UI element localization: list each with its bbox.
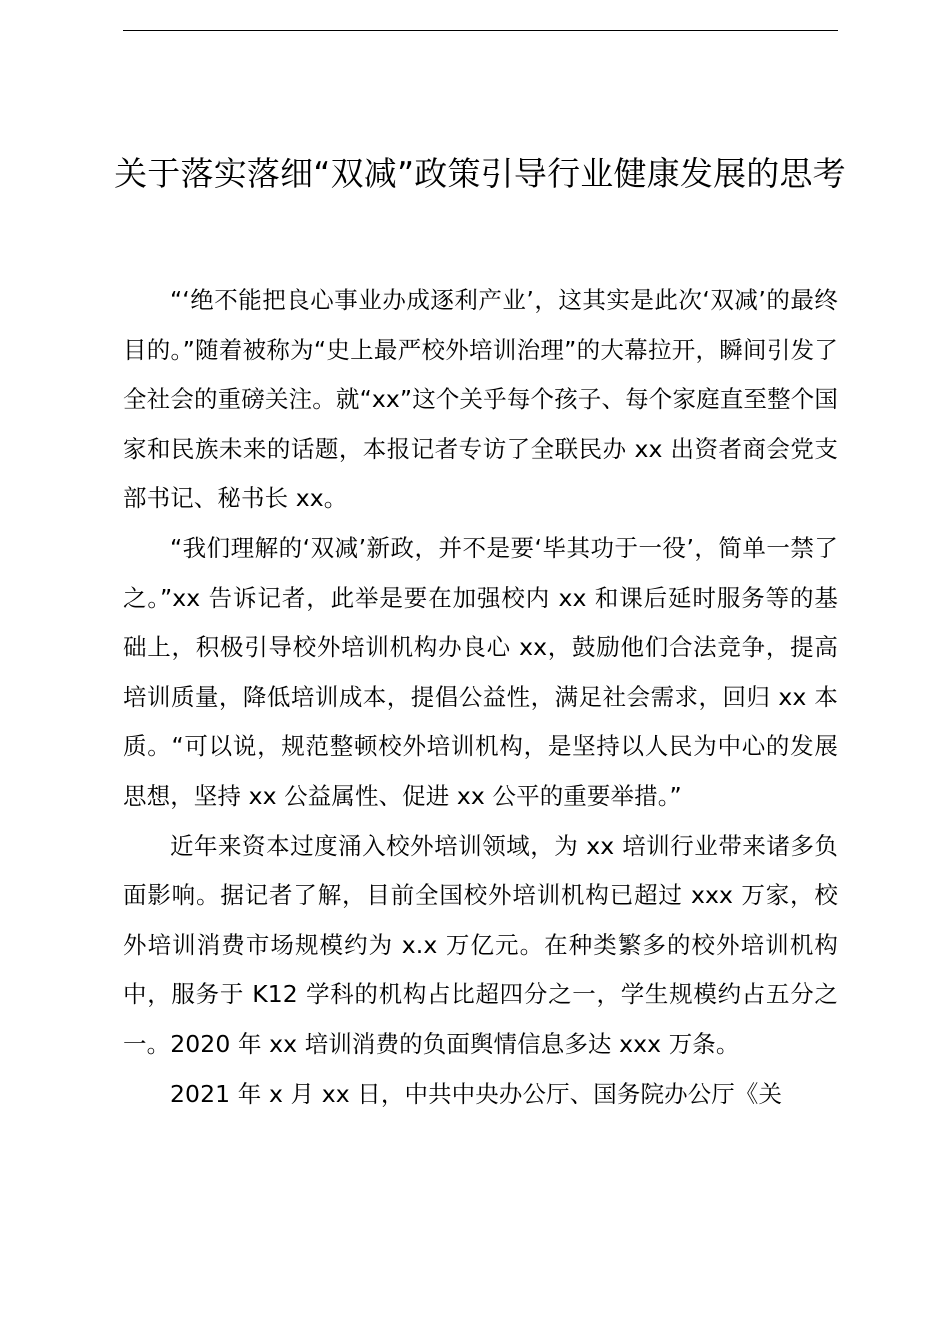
paragraph-1: “‘绝不能把良心事业办成逐利产业’，这其实是此次‘双减’的最终目的。”随着被称为“史上最严校外培训治理”的大幕拉开，瞬间引发了全社会的重磅关注。就“xx”这个关乎每个孩子、每个家庭直至整个国家和民族未来的话题，本报记者专访了全联民办 xx 出资者商会党支部书记、秘书长 xx。 [123, 286, 838, 513]
paragraph-2: “我们理解的‘双减’新政，并不是要‘毕其功于一役’，简单一禁了之。”xx 告诉记者，此举是要在加强校内 xx 和课后延时服务等的基础上，积极引导校外培训机构办良心 xx，鼓励他们合法竞争，提高培训质量，降低培训成本，提倡公益性，满足社会需求，回归 xx 本质。“可以说，规范整顿校外培训机构，是坚持以人民为中心的发展思想，坚持 xx 公益属性、促进 xx 公平的重要举措。” [123, 533, 838, 810]
header-rule [123, 30, 838, 31]
paragraph-4: 2021 年 x 月 xx 日，中共中央办公厅、国务院办公厅《关 [170, 1079, 783, 1108]
document-body [123, 276, 838, 1119]
paragraph-3: 近年来资本过度涌入校外培训领域，为 xx 培训行业带来诸多负面影响。据记者了解，目前全国校外培训机构已超过 xxx 万家，校外培训消费市场规模约为 x.x 万亿元。在种类繁多的校外培训机构中，服务于 K12 学科的机构占比超四分之一，学生规模约占五分之一。2020 年 xx 培训消费的负面舆情信息多达 xxx 万条。 [123, 831, 838, 1058]
document-title: 关于落实落细“双减”政策引导行业健康发展的思考 [114, 154, 846, 193]
